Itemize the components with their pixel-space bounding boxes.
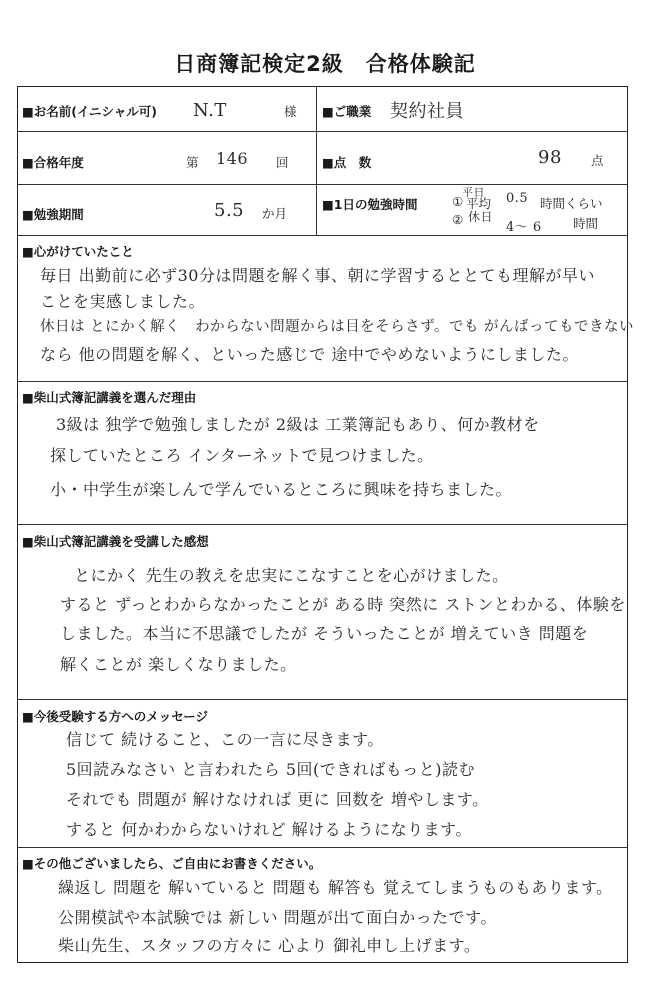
year-suffix: 回 <box>276 155 289 170</box>
section-line: 5回読みなさい と言われたら 5回(できればもっと)読む <box>66 760 476 779</box>
section-line: すると ずっとわからなかったことが ある時 突然に ストンとわかる、体験を <box>60 595 626 614</box>
experience-form <box>17 86 635 963</box>
period-value: 5.5 <box>214 200 245 221</box>
section-divider <box>18 524 627 525</box>
section-label-message: ■今後受験する方へのメッセージ <box>22 709 209 724</box>
section-line: とにかく 先生の教えを忠実にこなすことを心がけました。 <box>74 566 509 585</box>
section-line: 小・中学生が楽しんで学んでいるところに興味を持ちました。 <box>50 480 513 499</box>
name-suffix: 様 <box>284 104 297 119</box>
daily-2-suffix: 時間 <box>573 216 599 231</box>
section-line: 3級は 独学で勉強しましたが 2級は 工業簿記もあり、何か教材を <box>56 415 540 434</box>
section-line: ことを実感しました。 <box>40 292 206 311</box>
daily-1-suffix: 時間くらい <box>540 196 603 211</box>
section-line: 解くことが 楽しくなりました。 <box>60 655 297 674</box>
year-label: ■合格年度 <box>22 155 84 170</box>
page-title: 日商簿記検定2級 合格体験記 <box>174 52 476 76</box>
daily-2-mark: ② <box>452 212 464 227</box>
score-value: 98 <box>538 147 562 168</box>
daily-2-value: 4〜 6 <box>506 220 542 235</box>
section-label-impression: ■柴山式簿記講義を受講した感想 <box>22 534 209 549</box>
section-line: 柴山先生、スタッフの方々に 心より 御礼申し上げます。 <box>58 936 481 955</box>
year-value: 146 <box>216 149 249 168</box>
daily-1-kind: 平均 <box>466 196 492 211</box>
daily-1-value: 0.5 <box>506 191 529 206</box>
section-line: 毎日 出勤前に必ず30分は問題を解く事、朝に学習するととても理解が早い <box>40 266 595 285</box>
column-divider <box>316 87 317 235</box>
section-line: 休日は とにかく解く わからない問題からは目をそらさず。でも がんばってもできない <box>40 319 635 335</box>
section-label-other: ■その他ございましたら、ご自由にお書きください。 <box>22 856 322 871</box>
section-label-focus: ■心がけていたこと <box>22 244 134 259</box>
name-value: N.T <box>193 100 227 121</box>
section-line: 信じて 続けること、この一言に尽きます。 <box>66 730 384 749</box>
daily-2-kind: 休日 <box>468 210 494 224</box>
year-prefix: 第 <box>186 155 199 170</box>
section-label-reason: ■柴山式簿記講義を選んだ理由 <box>22 390 197 405</box>
section-line: それでも 問題が 解けなければ 更に 回数を 増やします。 <box>66 790 489 809</box>
period-suffix: か月 <box>262 206 288 221</box>
section-line: 公開模試や本試験では 新しい 問題が出て面白かったです。 <box>58 908 497 927</box>
section-divider <box>18 381 627 382</box>
section-line: なら 他の問題を解く、といった感じで 途中でやめないようにしました。 <box>40 345 579 364</box>
row-divider <box>18 131 627 132</box>
section-line: すると 何かわからないけれど 解けるようになります。 <box>66 820 472 839</box>
job-value: 契約社員 <box>390 101 464 122</box>
daily-1-mark: ① <box>452 194 464 209</box>
section-divider <box>18 847 627 848</box>
section-divider <box>18 699 627 700</box>
daily-label: ■1日の勉強時間 <box>322 197 418 212</box>
daily-1-kind-handwritten: 平日 <box>462 186 485 199</box>
row-divider <box>18 184 627 185</box>
period-label: ■勉強期間 <box>22 207 84 222</box>
section-line: しました。本当に不思議でしたが そういったことが 増えていき 問題を <box>60 624 589 643</box>
section-line: 探していたところ インターネットで見つけました。 <box>50 446 434 465</box>
name-label: ■お名前(イニシャル可) <box>22 104 157 119</box>
row-divider <box>18 235 627 236</box>
score-suffix: 点 <box>591 153 604 168</box>
job-label: ■ご職業 <box>322 104 372 119</box>
section-line: 繰返し 問題を 解いていると 問題も 解答も 覚えてしまうものもあります。 <box>58 878 613 897</box>
score-label: ■点 数 <box>322 155 372 170</box>
